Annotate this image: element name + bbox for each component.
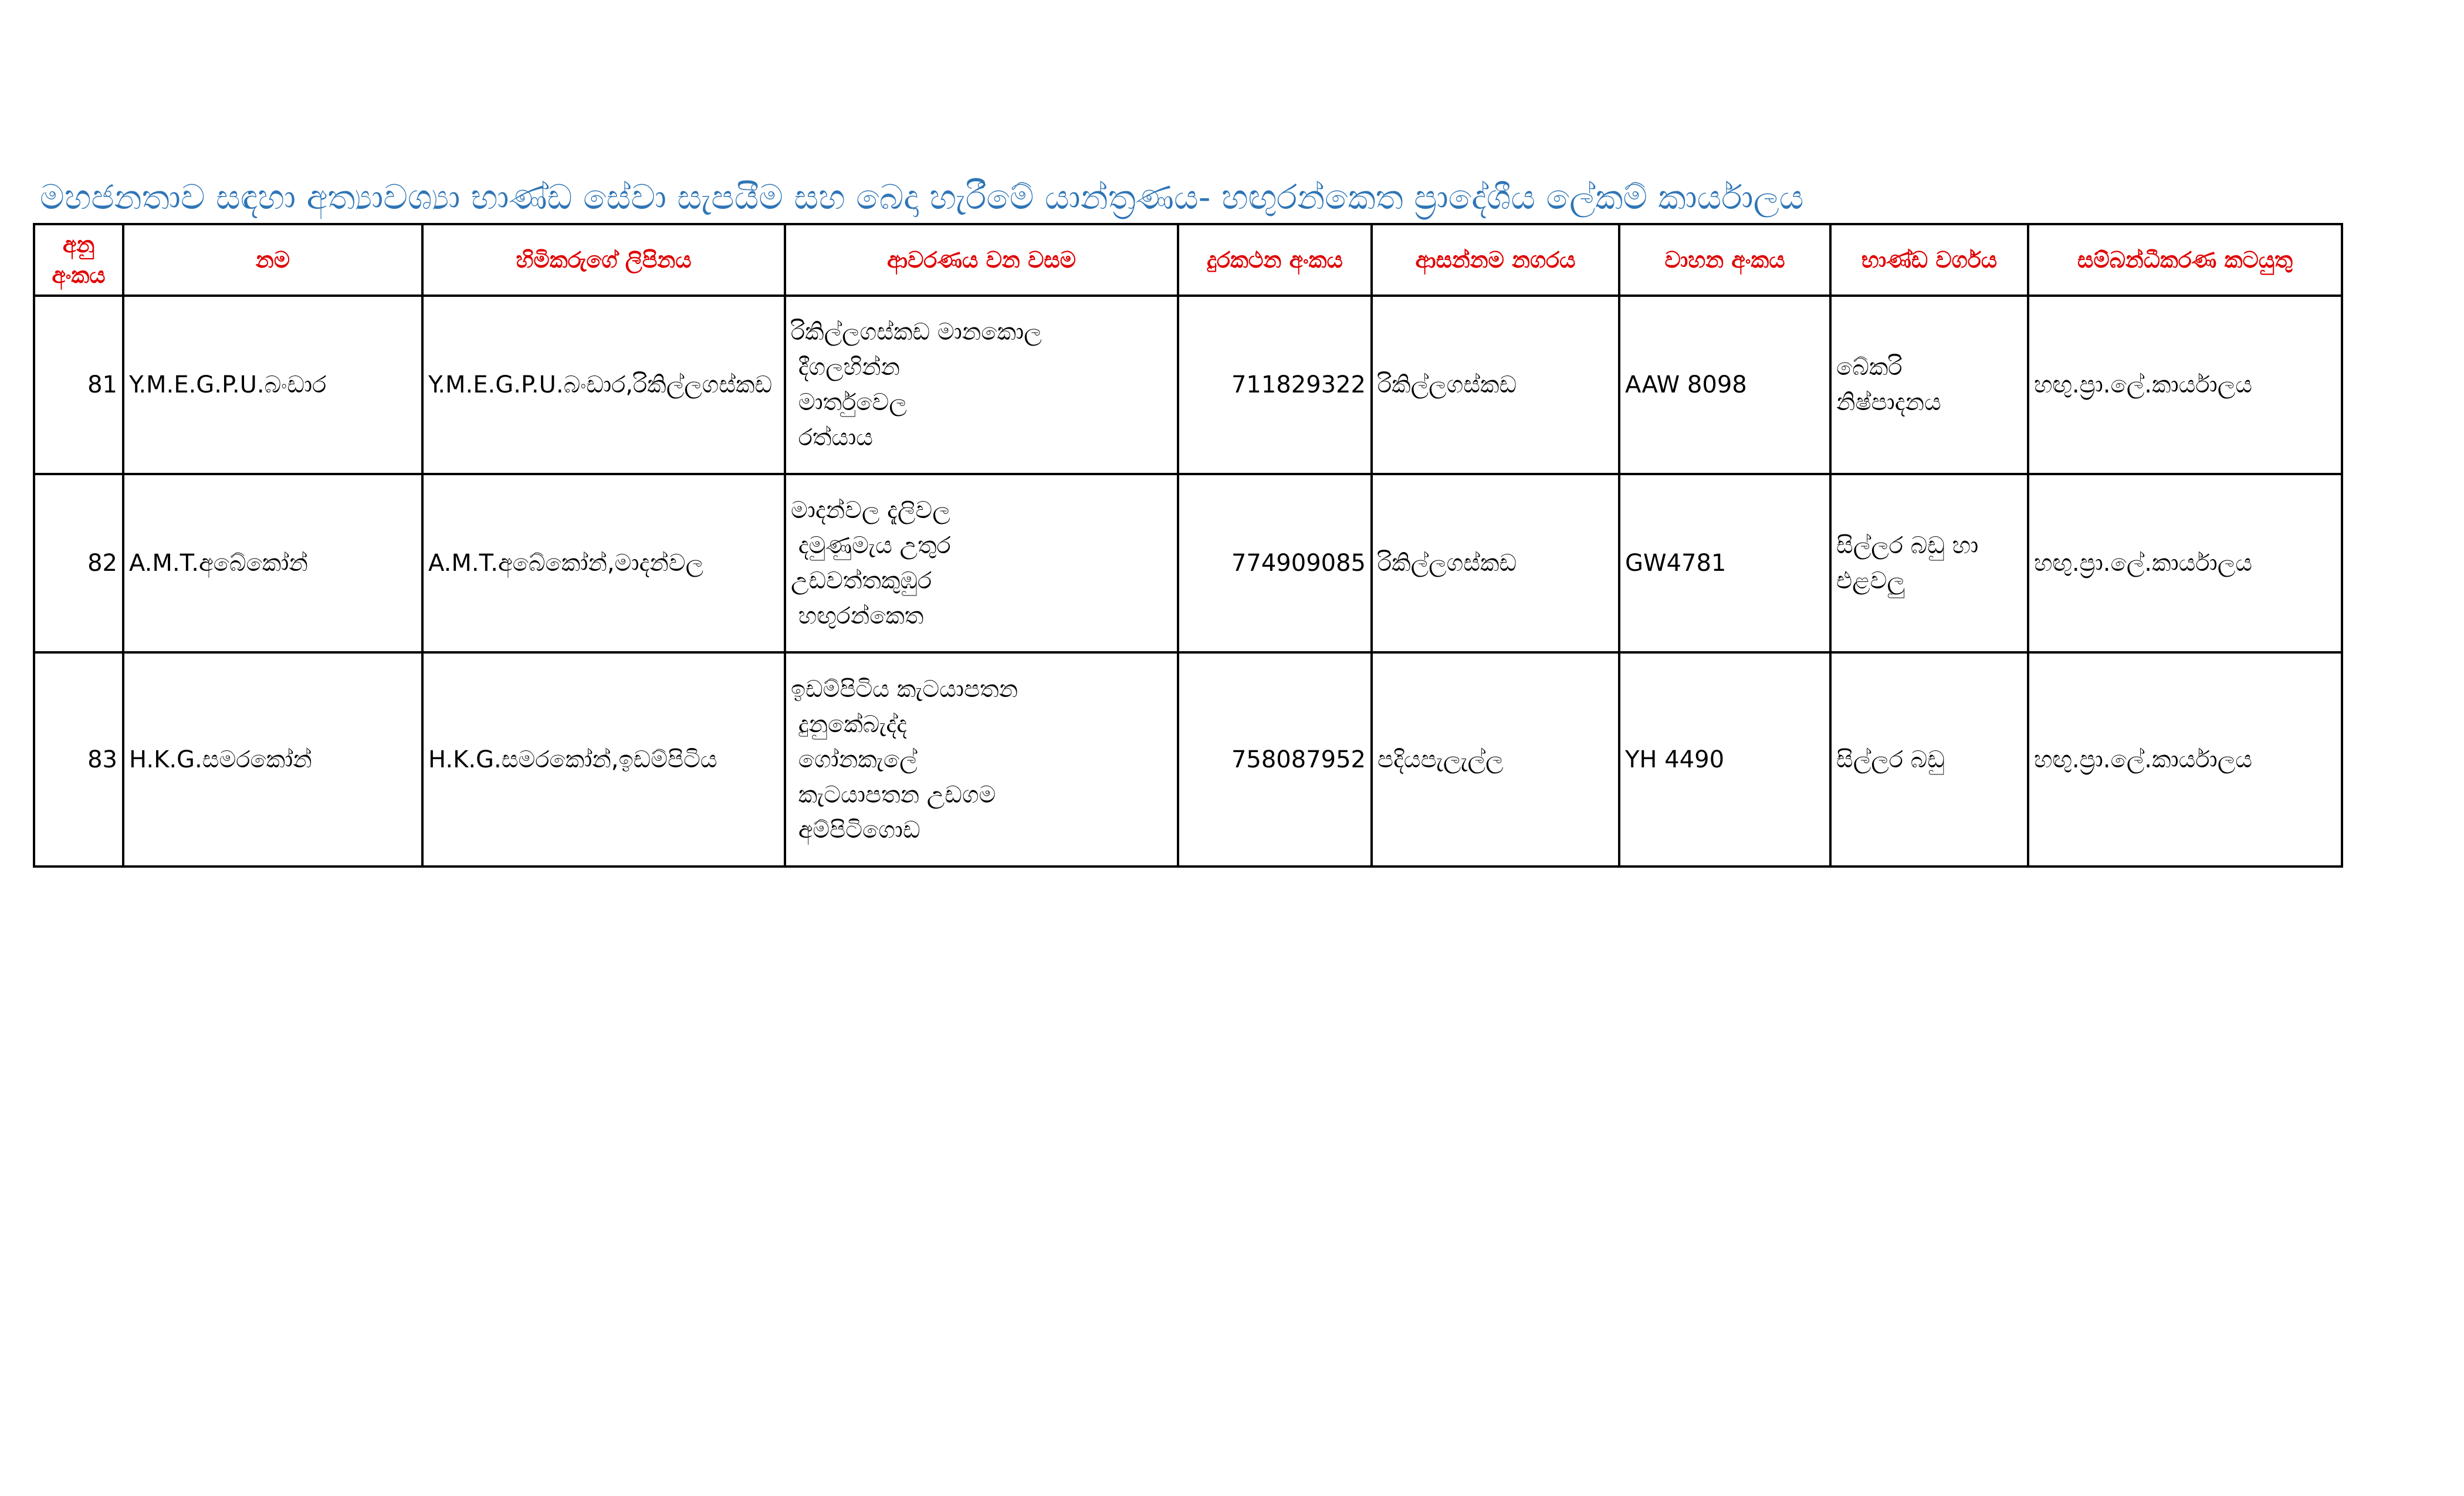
address-cell: Y.M.E.G.P.U.බංඩාර,රිකිල්ලගස්කඩ bbox=[422, 296, 785, 474]
phone-cell: 711829322 bbox=[1178, 296, 1372, 474]
area-line: ඉඩම්පිටිය කැටයාපතන bbox=[791, 675, 1018, 703]
area-line: මාදන්වල දැලිවල bbox=[791, 497, 950, 524]
areas-cell bbox=[785, 652, 1178, 867]
header-covered-areas: ආවරණය වන වසම bbox=[785, 224, 1178, 296]
area-line: කැටයාපතන උඩගම bbox=[791, 781, 996, 808]
area-line: දුනුකේබැද්ද bbox=[791, 710, 907, 738]
vehicle-cell: AAW 8098 bbox=[1619, 296, 1830, 474]
coordination-cell: හඟු.ප්‍රා.ලේ.කාර්යාලය bbox=[2028, 652, 2342, 867]
table-row bbox=[34, 474, 2342, 652]
header-vehicle-number: වාහන අංකය bbox=[1619, 224, 1830, 296]
address-cell: H.K.G.සමරකෝන්,ඉඩම්පිටිය bbox=[422, 652, 785, 867]
goods-cell bbox=[1830, 296, 2028, 474]
goods-line: නිෂ්පාදනය bbox=[1836, 389, 1941, 416]
coordination-cell: හඟු.ප්‍රා.ලේ.කාර්යාලය bbox=[2028, 296, 2342, 474]
header-nearest-town: ආසන්නම නගරය bbox=[1372, 224, 1619, 296]
area-line: මාර්තුවෙල bbox=[791, 389, 907, 416]
goods-cell bbox=[1830, 652, 2028, 867]
area-line: දීගලහින්න bbox=[791, 354, 901, 381]
serial-no-cell: 82 bbox=[34, 474, 123, 652]
serial-no-cell: 83 bbox=[34, 652, 123, 867]
town-cell: රිකිල්ලගස්කඩ bbox=[1372, 296, 1619, 474]
header-serial-no: අනු අංකය bbox=[34, 224, 123, 296]
areas-cell bbox=[785, 296, 1178, 474]
address-cell: A.M.T.අබේකෝන්,මාදන්වල bbox=[422, 474, 785, 652]
phone-cell: 774909085 bbox=[1178, 474, 1372, 652]
table-row bbox=[34, 296, 2342, 474]
town-cell: රිකිල්ලගස්කඩ bbox=[1372, 474, 1619, 652]
areas-cell bbox=[785, 474, 1178, 652]
goods-cell bbox=[1830, 474, 2028, 652]
name-cell: Y.M.E.G.P.U.බංඩාර bbox=[123, 296, 422, 474]
vehicle-cell: GW4781 bbox=[1619, 474, 1830, 652]
area-line: දමුණුමැය උතුර bbox=[791, 532, 951, 559]
area-line: ගෝනකැලේ bbox=[791, 746, 918, 773]
header-coordination: සම්බන්ධීකරණ කටයුතු bbox=[2028, 224, 2342, 296]
area-line: හඟුරන්කෙත bbox=[791, 603, 924, 629]
area-line: අම්පිටිගොඩ bbox=[791, 816, 920, 844]
header-goods-type: භාණ්ඩ වර්ගය bbox=[1830, 224, 2028, 296]
table-header-row bbox=[34, 224, 2342, 296]
goods-line: එළවලු bbox=[1836, 567, 1905, 594]
goods-line: සිල්ලර බඩු හා bbox=[1836, 532, 1979, 559]
town-cell: පදියපැලැල්ල bbox=[1372, 652, 1619, 867]
name-cell: A.M.T.අබේකෝන් bbox=[123, 474, 422, 652]
serial-no-cell: 81 bbox=[34, 296, 123, 474]
header-owner-address: හිමිකරුගේ ලිපිනය bbox=[422, 224, 785, 296]
table-row bbox=[34, 652, 2342, 867]
area-line: රිකිල්ලගස්කඩ මානකොල bbox=[791, 319, 1042, 346]
coordination-cell: හඟු.ප්‍රා.ලේ.කාර්යාලය bbox=[2028, 474, 2342, 652]
area-line: උඩවත්තකුඹුර bbox=[791, 567, 932, 594]
goods-line: සිල්ලර බඩු bbox=[1836, 746, 1945, 773]
header-name: නම bbox=[123, 224, 422, 296]
goods-line: බේකරි bbox=[1836, 354, 1903, 381]
vehicle-cell: YH 4490 bbox=[1619, 652, 1830, 867]
phone-cell: 758087952 bbox=[1178, 652, 1372, 867]
name-cell: H.K.G.සමරකෝන් bbox=[123, 652, 422, 867]
header-phone-number: දුරකථන අංකය bbox=[1178, 224, 1372, 296]
page-title: මහජනතාව සඳහා අත්‍යාවශ්‍යා භාණ්ඩ සේවා සැපයීම සහ බෙදා හැරීමේ යාන්ත්‍රණය- හඟුරන්කෙත ප්‍රාදේශීය ලේකම් කාර්යාලය bbox=[40, 177, 1804, 217]
dealer-table bbox=[33, 223, 2343, 868]
area-line: රත්යාය bbox=[791, 424, 874, 451]
